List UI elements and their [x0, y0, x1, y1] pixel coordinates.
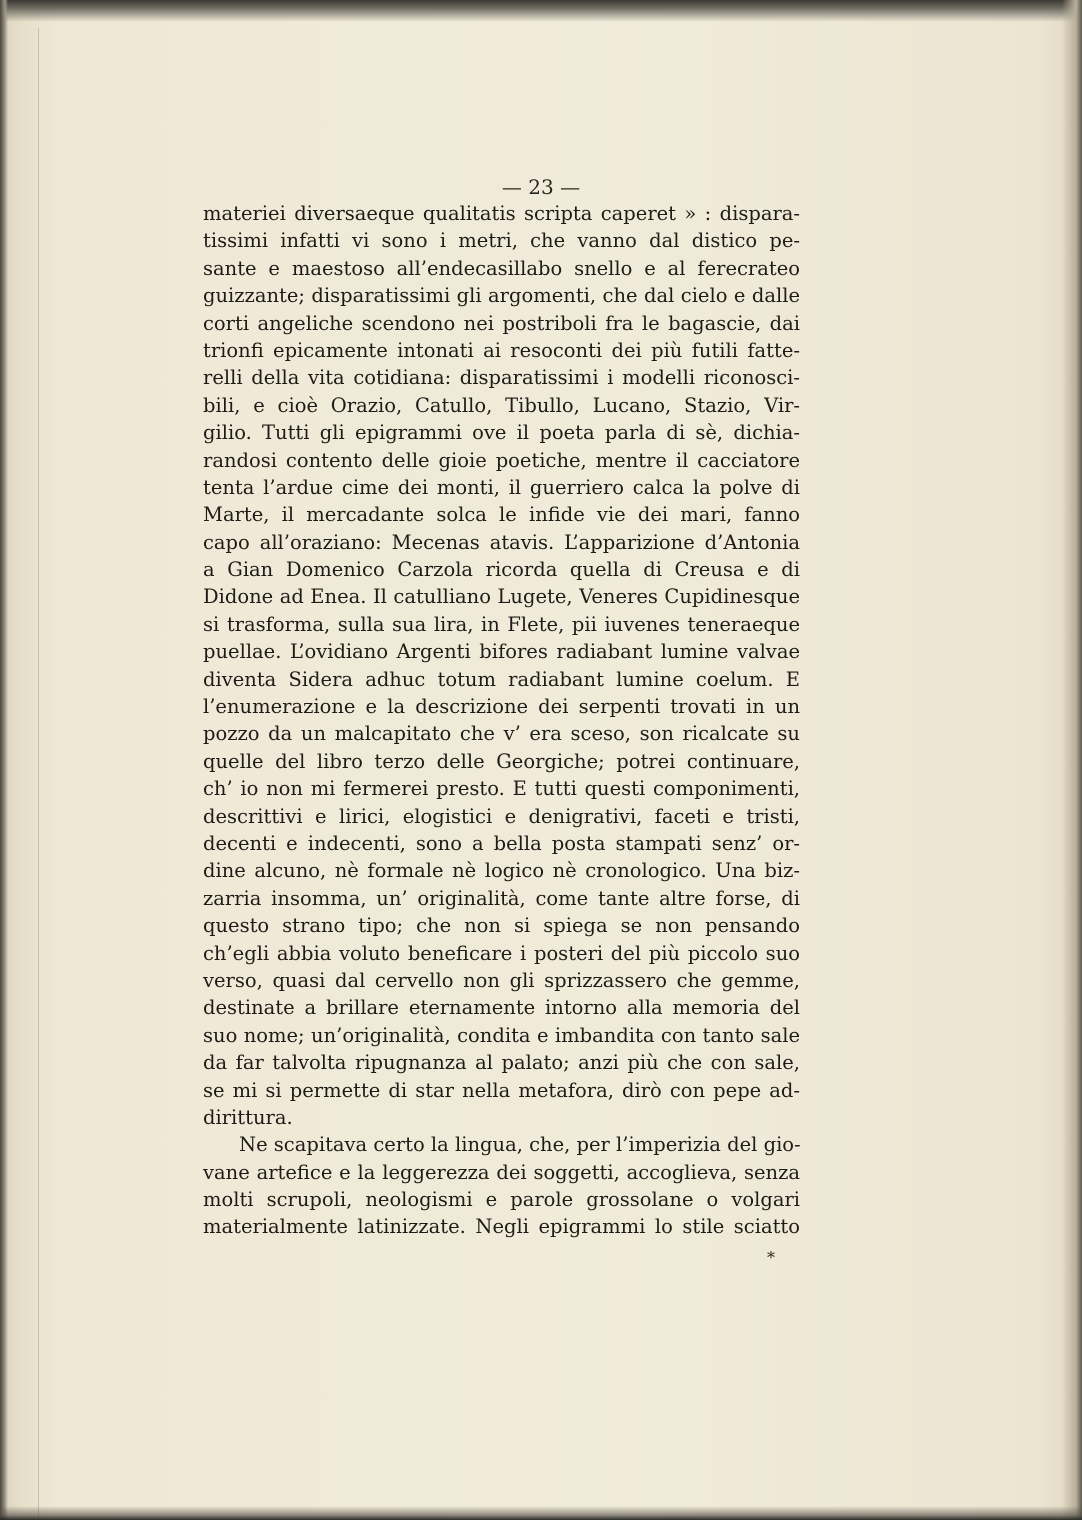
text-line: sante e maestoso all’endecasillabo snello e al ferecrateo: [203, 256, 800, 280]
text-line: zarria insomma, un’ originalità, come tante altre forse, di: [203, 886, 800, 910]
bottom-edge-shadow: [0, 1506, 1082, 1520]
text-line: quelle del libro terzo delle Georgiche; potrei continuare,: [203, 749, 800, 773]
text-line: materialmente latinizzate. Negli epigrammi lo stile sciatto: [203, 1215, 800, 1239]
text-line: corti angeliche scendono nei postriboli fra le bagascie, dai: [203, 311, 800, 335]
page-fold-line: [38, 28, 39, 1520]
text-line: ch’ io non mi fermerei presto. E tutti questi componimenti,: [203, 777, 800, 801]
text-line: descrittivi e lirici, elogistici e denigrativi, faceti e tristi,: [203, 804, 800, 828]
top-edge-shadow: [0, 0, 1082, 22]
text-line: suo nome; un’originalità, condita e imbandita con tanto sale: [203, 1023, 800, 1047]
body-text: [203, 200, 800, 1241]
binding-edge: [0, 0, 8, 1520]
page-number: — 23 —: [501, 175, 581, 199]
text-line: molti scrupoli, neologismi e parole grossolane o volgari: [203, 1188, 800, 1212]
text-line: a Gian Domenico Carzola ricorda quella di Creusa e di: [203, 558, 800, 582]
text-line: tenta l’ardue cime dei monti, il guerriero calca la polve di: [203, 475, 800, 499]
text-line: da far talvolta ripugnanza al palato; anzi più che con sale,: [203, 1051, 800, 1075]
text-line: Marte, il mercadante solca le infide vie dei mari, fanno: [203, 503, 800, 527]
text-line: materiei diversaeque qualitatis scripta caperet » : dispara-: [203, 202, 800, 225]
text-line: se mi si permette di star nella metafora, dirò con pepe ad-: [203, 1078, 800, 1102]
text-line: guizzante; disparatissimi gli argomenti, che dal cielo e dalle: [203, 284, 800, 308]
text-line: puellae. L’ovidiano Argenti bifores radiabant lumine valvae: [203, 640, 800, 664]
text-line: gilio. Tutti gli epigrammi ove il poeta parla di sè, dichia-: [203, 421, 800, 445]
paragraph: [203, 200, 800, 1131]
text-line: ch’egli abbia voluto beneficare i posteri del più piccolo suo: [203, 941, 800, 965]
text-line: capo all’oraziano: Mecenas atavis. L’apparizione d’Antonia: [203, 530, 800, 554]
right-page-edge: [1062, 0, 1082, 1520]
text-line: tissimi infatti vi sono i metri, che vanno dal distico pe-: [203, 229, 800, 253]
text-line: dine alcuno, nè formale nè logico nè cronologico. Una biz-: [203, 859, 800, 883]
text-line: Ne scapitava certo la lingua, che, per l’imperizia del gio-: [239, 1133, 801, 1157]
text-line: dirittura.: [203, 1105, 293, 1129]
text-line: decenti e indecenti, sono a bella posta stampati senz’ or-: [203, 831, 800, 855]
text-line: randosi contento delle gioie poetiche, mentre il cacciatore: [203, 448, 800, 472]
text-line: l’enumerazione e la descrizione dei serpenti trovati in un: [203, 695, 800, 719]
text-line: diventa Sidera adhuc totum radiabant lumine coelum. E: [203, 667, 800, 691]
text-line: Didone ad Enea. Il catulliano Lugete, Veneres Cupidinesque: [203, 585, 800, 609]
text-line: verso, quasi dal cervello non gli sprizzassero che gemme,: [203, 968, 800, 992]
text-line: pozzo da un malcapitato che v’ era sceso, son ricalcate su: [203, 722, 800, 746]
paragraph: [203, 1131, 800, 1241]
text-line: relli della vita cotidiana: disparatissimi i modelli riconosci-: [203, 366, 800, 390]
text-line: vane artefice e la leggerezza dei soggetti, accoglieva, senza: [203, 1160, 800, 1184]
text-line: destinate a brillare eternamente intorno alla memoria del: [203, 996, 800, 1020]
signature-mark: *: [767, 1248, 775, 1267]
text-line: trionfi epicamente intonati ai resoconti dei più futili fatte-: [203, 338, 800, 362]
text-line: questo strano tipo; che non si spiega se non pensando: [203, 914, 800, 938]
text-line: si trasforma, sulla sua lira, in Flete, pii iuvenes teneraeque: [203, 612, 800, 636]
text-line: bili, e cioè Orazio, Catullo, Tibullo, Lucano, Stazio, Vir-: [203, 393, 800, 417]
